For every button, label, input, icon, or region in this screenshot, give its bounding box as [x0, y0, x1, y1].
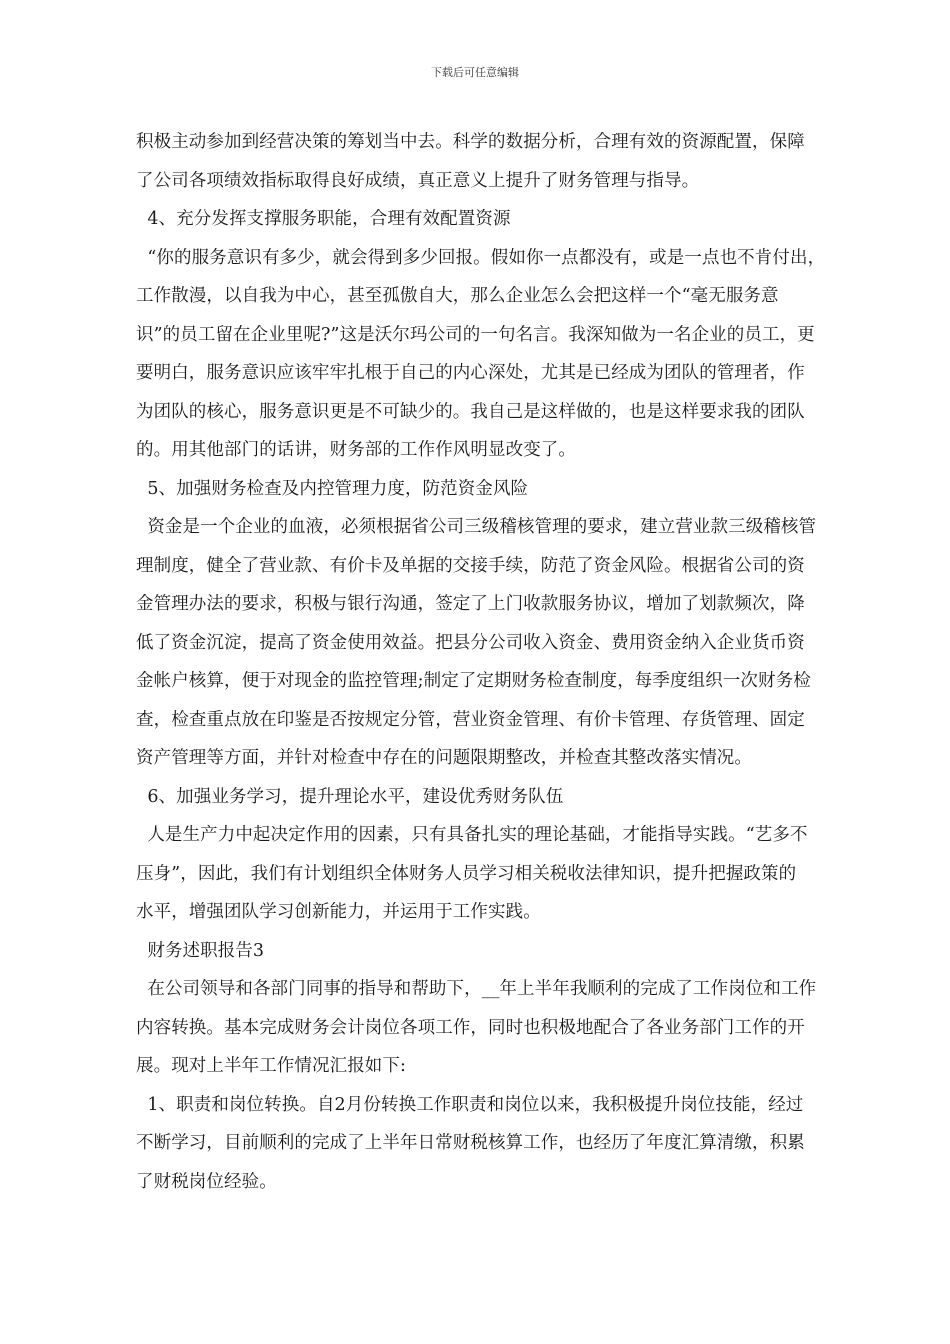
text-line: 了财税岗位经验。 — [136, 1171, 277, 1192]
text-line: 资金是一个企业的血液，必须根据省公司三级稽核管理的要求，建立营业款三级稽核管 — [136, 517, 817, 537]
text-line: 的。用其他部门的话讲，财务部的工作作风明显改变了。 — [136, 440, 576, 460]
text-line: 不断学习，目前顺利的完成了上半年日常财税核算工作，也经历了年度汇算清缴，积累 — [136, 1133, 805, 1153]
text-line: 内容转换。基本完成财务会计岗位各项工作，同时也积极地配合了各业务部门工作的开 — [136, 1017, 805, 1038]
text-line: 水平，增强团队学习创新能力，并运用于工作实践。 — [136, 902, 541, 922]
text-line: 工作散漫，以自我为中心，甚至孤傲自大，那么企业怎么会把这样一个“毫无服务意 — [136, 286, 779, 306]
text-line: 金管理办法的要求，积极与银行沟通，签定了上门收款服务协议，增加了划款频次，降 — [136, 594, 805, 614]
text-line: 金帐户核算，便于对现金的监控管理;制定了定期财务检查制度，每季度组织一次财务检 — [136, 671, 811, 691]
text-line: 了公司各项绩效指标取得良好成绩，真正意义上提升了财务管理与指导。 — [136, 170, 700, 191]
report-title: 财务述职报告3 — [136, 940, 265, 961]
page-header-note: 下载后可任意编辑 — [431, 66, 519, 79]
section-heading: 5、加强财务检查及内控管理力度，防范资金风险 — [136, 478, 529, 499]
text-line: 1、职责和岗位转换。自2月份转换工作职责和岗位以来，我积极提升岗位技能，经过 — [136, 1094, 804, 1115]
text-line: 要明白，服务意识应该牢牢扎根于自己的内心深处，尤其是已经成为团队的管理者，作 — [136, 363, 805, 383]
text-line: 低了资金沉淀，提高了资金使用效益。把县分公司收入资金、费用资金纳入企业货币资 — [136, 632, 805, 653]
text-line: 压身”，因此，我们有计划组织全体财务人员学习相关税收法律知识，提升把握政策的 — [136, 863, 797, 884]
document-body — [136, 123, 886, 1201]
section-heading: 4、充分发挥支撑服务职能，合理有效配置资源 — [136, 209, 511, 229]
text-line: 资产管理等方面，并针对检查中存在的问题限期整改，并检查其整改落实情况。 — [136, 748, 752, 768]
text-line: 查，检查重点放在印鉴是否按规定分管，营业资金管理、有价卡管理、存货管理、固定 — [136, 709, 805, 730]
text-line: 理制度，健全了营业款、有价卡及单据的交接手续，防范了资金风险。根据省公司的资 — [136, 555, 805, 576]
text-line: 为团队的核心，服务意识更是不可缺少的。我自己是这样做的，也是这样要求我的团队 — [136, 401, 805, 422]
text-line: 积极主动参加到经营决策的筹划当中去。科学的数据分析，合理有效的资源配置，保障 — [136, 132, 805, 152]
text-line: “你的服务意识有多少，就会得到多少回报。假如你一点都没有，或是一点也不肯付出， — [136, 247, 826, 268]
text-line: 在公司领导和各部门同事的指导和帮助下，__年上半年我顺利的完成了工作岗位和工作 — [136, 979, 817, 999]
text-line: 人是生产力中起决定作用的因素，只有具备扎实的理论基础，才能指导实践。“艺多不 — [136, 825, 808, 845]
text-line: 识”的员工留在企业里呢?”这是沃尔玛公司的一句名言。我深知做为一名企业的员工，更 — [136, 324, 815, 345]
section-heading: 6、加强业务学习，提升理论水平，建设优秀财务队伍 — [136, 786, 564, 807]
text-line: 展。现对上半年工作情况汇报如下: — [136, 1056, 406, 1076]
